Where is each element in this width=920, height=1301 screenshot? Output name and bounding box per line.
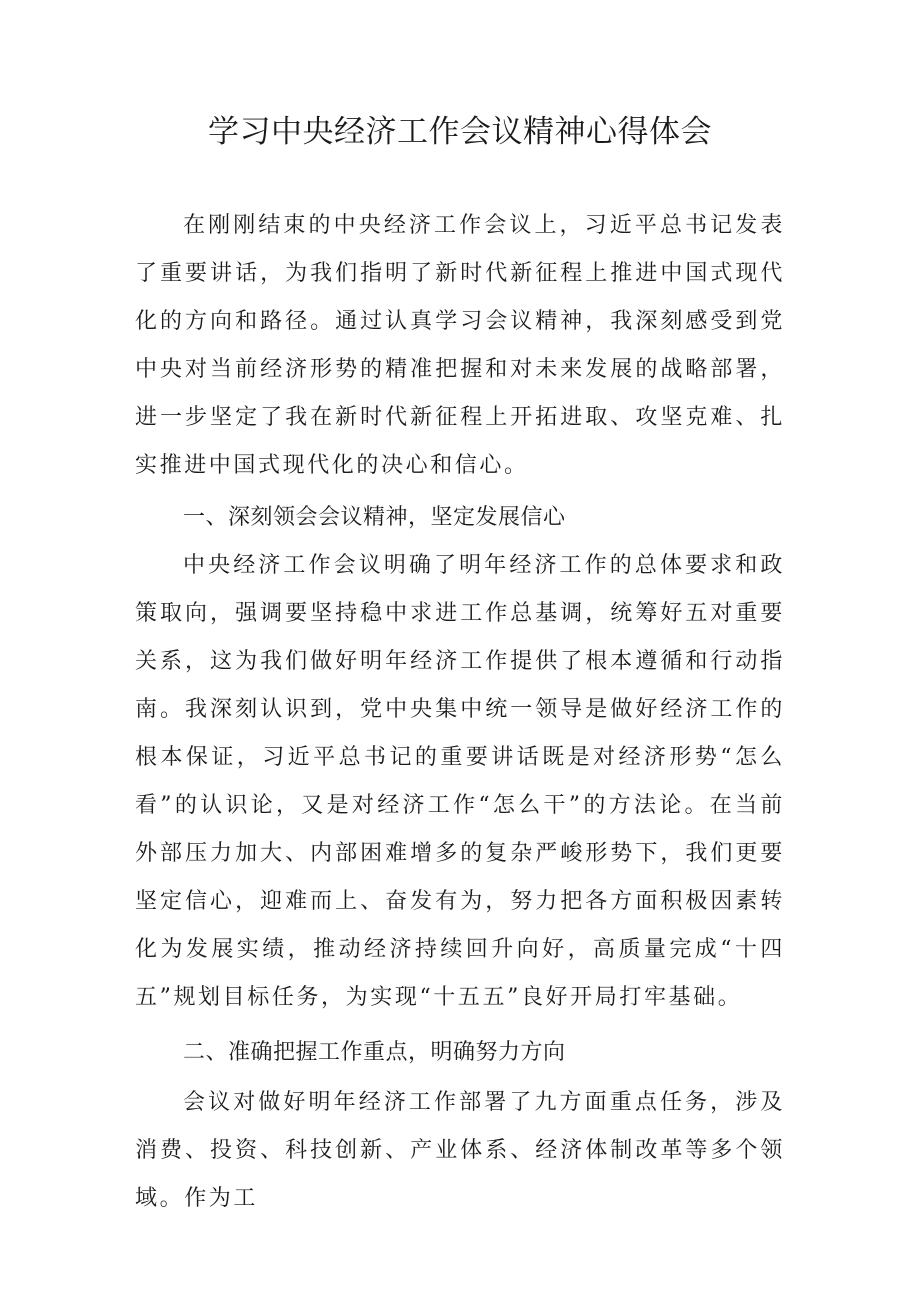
section-heading-1: 一、深刻领会会议精神，坚定发展信心 bbox=[183, 505, 566, 530]
intro-paragraph: 在刚刚结束的中央经济工作会议上，习近平总书记发表了重要讲话，为我们指明了新时代新征程上推进中国式现代化的方向和路径。通过认真学习会议精神，我深刻感受到党中央对当前经济形势的精准把握和对未来发展的战略部署，进一步坚定了我在新时代新征程上开拓进取、攻坚克难、扎实推进中国式现代化的决心和信心。 bbox=[135, 213, 785, 478]
section-paragraph-2: 会议对做好明年经济工作部署了九方面重点任务，涉及消费、投资、科技创新、产业体系、经济体制改革等多个领域。作为工 bbox=[135, 1090, 785, 1211]
document-title: 学习中央经济工作会议精神心得体会 bbox=[208, 114, 712, 150]
section-paragraph-1: 中央经济工作会议明确了明年经济工作的总体要求和政策取向，强调要坚持稳中求进工作总基调，统筹好五对重要关系，这为我们做好明年经济工作提供了根本遵循和行动指南。我深刻认识到，党中央集中统一领导是做好经济工作的根本保证，习近平总书记的重要讲话既是对经济形势“怎么看”的认识论，又是对经济工作“怎么干”的方法论。在当前外部压力加大、内部困难增多的复杂严峻形势下，我们更要坚定信心，迎难而上、奋发有为，努力把各方面积极因素转化为发展实绩，推动经济持续回升向好，高质量完成“十四五”规划目标任务，为实现“十五五”良好开局打牢基础。 bbox=[135, 553, 785, 1010]
section-heading-2: 二、准确把握工作重点，明确努力方向 bbox=[183, 1040, 566, 1065]
